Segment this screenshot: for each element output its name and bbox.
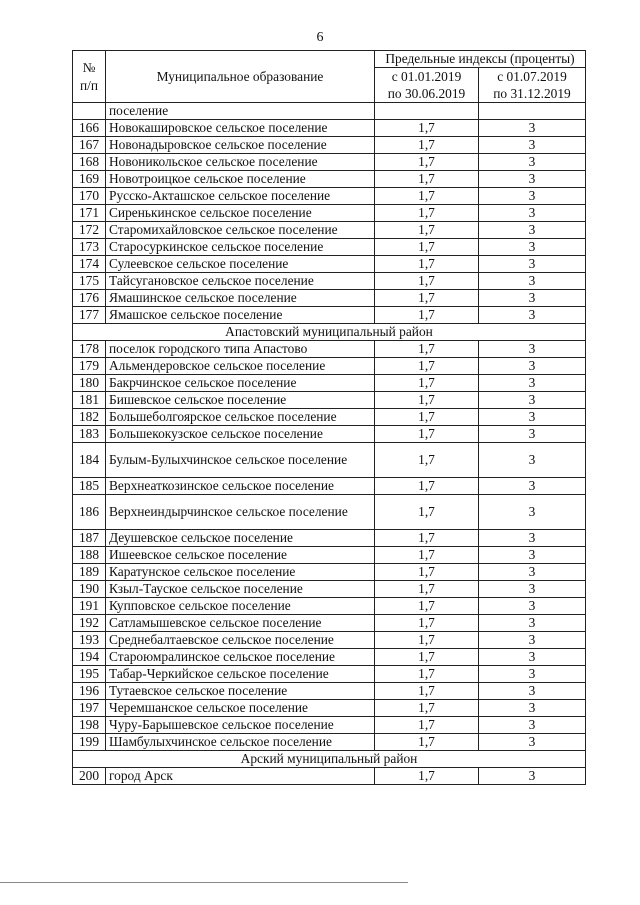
- header-num: № п/п: [73, 51, 106, 103]
- index-period-2: 3: [479, 256, 586, 273]
- row-number: 193: [73, 632, 106, 649]
- row-number: 173: [73, 239, 106, 256]
- table-row: [73, 615, 586, 632]
- index-period-2: 3: [479, 443, 586, 478]
- index-period-2: 3: [479, 564, 586, 581]
- index-period-1: 1,7: [375, 666, 479, 683]
- row-number: 181: [73, 392, 106, 409]
- index-period-2: 3: [479, 239, 586, 256]
- index-period-2: 3: [479, 547, 586, 564]
- district-row: [73, 751, 586, 768]
- index-period-2: 3: [479, 222, 586, 239]
- settlement-name: Бакрчинское сельское поселение: [106, 375, 375, 392]
- settlement-name: Кзыл-Тауское сельское поселение: [106, 581, 375, 598]
- settlement-name: Верхнеиндырчинское сельское поселение: [106, 495, 375, 530]
- table-row: [73, 256, 586, 273]
- settlement-name: Ишеевское сельское поселение: [106, 547, 375, 564]
- index-period-2: 3: [479, 137, 586, 154]
- header-indices: Предельные индексы (проценты): [375, 51, 586, 68]
- index-period-1: 1,7: [375, 615, 479, 632]
- index-period-2: [479, 103, 586, 120]
- settlement-name: Шамбулыхчинское сельское поселение: [106, 734, 375, 751]
- settlement-name: Чуру-Барышевское сельское поселение: [106, 717, 375, 734]
- row-number: 192: [73, 615, 106, 632]
- index-period-2: 3: [479, 341, 586, 358]
- index-period-2: 3: [479, 666, 586, 683]
- index-period-1: 1,7: [375, 530, 479, 547]
- row-number: 169: [73, 171, 106, 188]
- settlement-name: Деушевское сельское поселение: [106, 530, 375, 547]
- settlement-name: Большекокузское сельское поселение: [106, 426, 375, 443]
- index-period-1: 1,7: [375, 409, 479, 426]
- table-row: [73, 700, 586, 717]
- row-number: 177: [73, 307, 106, 324]
- row-number: [73, 103, 106, 120]
- index-period-2: 3: [479, 290, 586, 307]
- row-number: 183: [73, 426, 106, 443]
- row-number: 189: [73, 564, 106, 581]
- table-row: [73, 188, 586, 205]
- settlement-name: Булым-Булыхчинское сельское поселение: [106, 443, 375, 478]
- district-name: Апастовский муниципальный район: [73, 324, 586, 341]
- row-number: 170: [73, 188, 106, 205]
- settlement-name: Старомихайловское сельское поселение: [106, 222, 375, 239]
- index-period-1: 1,7: [375, 683, 479, 700]
- index-period-1: 1,7: [375, 273, 479, 290]
- index-period-1: [375, 103, 479, 120]
- index-period-1: 1,7: [375, 649, 479, 666]
- row-number: 176: [73, 290, 106, 307]
- settlement-name: Табар-Черкийское сельское поселение: [106, 666, 375, 683]
- header-name: Муниципальное образование: [106, 51, 375, 103]
- settlement-name: город Арск: [106, 768, 375, 785]
- index-period-1: 1,7: [375, 632, 479, 649]
- table-row: [73, 171, 586, 188]
- settlement-name: Сулеевское сельское поселение: [106, 256, 375, 273]
- index-period-1: 1,7: [375, 341, 479, 358]
- settlement-name: Старосуркинское сельское поселение: [106, 239, 375, 256]
- row-number: 174: [73, 256, 106, 273]
- row-number: 196: [73, 683, 106, 700]
- row-number: 194: [73, 649, 106, 666]
- district-name: Арский муниципальный район: [73, 751, 586, 768]
- table-row: [73, 717, 586, 734]
- index-period-1: 1,7: [375, 239, 479, 256]
- index-period-2: 3: [479, 581, 586, 598]
- row-number: 166: [73, 120, 106, 137]
- table-row: [73, 478, 586, 495]
- row-number: 186: [73, 495, 106, 530]
- table-row: [73, 239, 586, 256]
- index-period-2: 3: [479, 375, 586, 392]
- table-row: [73, 443, 586, 478]
- settlement-name: Альмендеровское сельское поселение: [106, 358, 375, 375]
- index-period-2: 3: [479, 768, 586, 785]
- table-row: [73, 392, 586, 409]
- index-period-1: 1,7: [375, 443, 479, 478]
- index-period-1: 1,7: [375, 375, 479, 392]
- settlement-name: Ямашское сельское поселение: [106, 307, 375, 324]
- table-row: [73, 547, 586, 564]
- index-period-2: 3: [479, 700, 586, 717]
- table-row: [73, 290, 586, 307]
- district-row: [73, 324, 586, 341]
- settlement-name: Черемшанское сельское поселение: [106, 700, 375, 717]
- index-period-2: 3: [479, 358, 586, 375]
- row-number: 171: [73, 205, 106, 222]
- index-period-1: 1,7: [375, 222, 479, 239]
- index-period-2: 3: [479, 154, 586, 171]
- settlement-name: Сатламышевское сельское поселение: [106, 615, 375, 632]
- row-number: 168: [73, 154, 106, 171]
- index-period-1: 1,7: [375, 700, 479, 717]
- index-period-1: 1,7: [375, 392, 479, 409]
- table-row: [73, 598, 586, 615]
- index-period-1: 1,7: [375, 171, 479, 188]
- index-period-2: 3: [479, 307, 586, 324]
- index-period-1: 1,7: [375, 547, 479, 564]
- table-row: [73, 358, 586, 375]
- settlement-name: Тайсугановское сельское поселение: [106, 273, 375, 290]
- row-number: 175: [73, 273, 106, 290]
- table-row: [73, 666, 586, 683]
- table-row: [73, 375, 586, 392]
- index-period-2: 3: [479, 426, 586, 443]
- row-number: 182: [73, 409, 106, 426]
- index-period-1: 1,7: [375, 581, 479, 598]
- table-body: [73, 103, 586, 785]
- settlement-name: Тутаевское сельское поселение: [106, 683, 375, 700]
- index-period-1: 1,7: [375, 717, 479, 734]
- settlement-name: Бишевское сельское поселение: [106, 392, 375, 409]
- table-row: [73, 683, 586, 700]
- index-period-2: 3: [479, 409, 586, 426]
- row-number: 191: [73, 598, 106, 615]
- row-number: 184: [73, 443, 106, 478]
- table-row: [73, 205, 586, 222]
- table-row: [73, 768, 586, 785]
- row-number: 188: [73, 547, 106, 564]
- settlement-name: Новокашировское сельское поселение: [106, 120, 375, 137]
- index-period-1: 1,7: [375, 256, 479, 273]
- row-number: 187: [73, 530, 106, 547]
- index-period-2: 3: [479, 598, 586, 615]
- table-row: [73, 734, 586, 751]
- table-row: [73, 530, 586, 547]
- bottom-divider: [0, 882, 408, 883]
- index-period-1: 1,7: [375, 154, 479, 171]
- table-row: [73, 495, 586, 530]
- index-period-2: 3: [479, 171, 586, 188]
- index-period-2: 3: [479, 273, 586, 290]
- index-period-1: 1,7: [375, 426, 479, 443]
- table-row: [73, 564, 586, 581]
- header-period-2: с 01.07.2019 по 31.12.2019: [479, 68, 586, 103]
- index-period-2: 3: [479, 683, 586, 700]
- row-number: 198: [73, 717, 106, 734]
- table-row: [73, 341, 586, 358]
- index-period-1: 1,7: [375, 768, 479, 785]
- index-period-2: 3: [479, 495, 586, 530]
- table-row: [73, 426, 586, 443]
- index-period-2: 3: [479, 649, 586, 666]
- index-period-1: 1,7: [375, 495, 479, 530]
- settlement-name: Большеболгоярское сельское поселение: [106, 409, 375, 426]
- index-period-2: 3: [479, 205, 586, 222]
- table-row: [73, 649, 586, 666]
- settlement-name: Русско-Акташское сельское поселение: [106, 188, 375, 205]
- table-row: [73, 307, 586, 324]
- index-period-1: 1,7: [375, 598, 479, 615]
- index-period-1: 1,7: [375, 188, 479, 205]
- row-number: 172: [73, 222, 106, 239]
- settlement-name: Каратунское сельское поселение: [106, 564, 375, 581]
- index-period-1: 1,7: [375, 564, 479, 581]
- table-row: [73, 409, 586, 426]
- index-period-1: 1,7: [375, 478, 479, 495]
- index-period-2: 3: [479, 632, 586, 649]
- row-number: 179: [73, 358, 106, 375]
- row-number: 199: [73, 734, 106, 751]
- index-period-2: 3: [479, 392, 586, 409]
- index-period-1: 1,7: [375, 137, 479, 154]
- indices-table: [72, 50, 586, 785]
- index-period-2: 3: [479, 717, 586, 734]
- header-period-1: с 01.01.2019 по 30.06.2019: [375, 68, 479, 103]
- settlement-name: Сиренькинское сельское поселение: [106, 205, 375, 222]
- index-period-1: 1,7: [375, 307, 479, 324]
- index-period-1: 1,7: [375, 120, 479, 137]
- settlement-name: поселение: [106, 103, 375, 120]
- settlement-name: Новотроицкое сельское поселение: [106, 171, 375, 188]
- table-row: [73, 137, 586, 154]
- continuation-row: [73, 103, 586, 120]
- table-row: [73, 581, 586, 598]
- index-period-2: 3: [479, 734, 586, 751]
- index-period-1: 1,7: [375, 205, 479, 222]
- index-period-2: 3: [479, 188, 586, 205]
- table-row: [73, 222, 586, 239]
- index-period-1: 1,7: [375, 734, 479, 751]
- row-number: 180: [73, 375, 106, 392]
- row-number: 185: [73, 478, 106, 495]
- table-row: [73, 273, 586, 290]
- index-period-2: 3: [479, 530, 586, 547]
- table-row: [73, 154, 586, 171]
- row-number: 200: [73, 768, 106, 785]
- row-number: 195: [73, 666, 106, 683]
- settlement-name: Новонадыровское сельское поселение: [106, 137, 375, 154]
- row-number: 167: [73, 137, 106, 154]
- index-period-1: 1,7: [375, 358, 479, 375]
- page-number: 6: [316, 30, 324, 45]
- index-period-2: 3: [479, 120, 586, 137]
- row-number: 197: [73, 700, 106, 717]
- settlement-name: Ямашинское сельское поселение: [106, 290, 375, 307]
- settlement-name: Купповское сельское поселение: [106, 598, 375, 615]
- row-number: 178: [73, 341, 106, 358]
- table-row: [73, 632, 586, 649]
- row-number: 190: [73, 581, 106, 598]
- settlement-name: Верхнеаткозинское сельское поселение: [106, 478, 375, 495]
- settlement-name: Среднебалтаевское сельское поселение: [106, 632, 375, 649]
- index-period-2: 3: [479, 478, 586, 495]
- settlement-name: поселок городского типа Апастово: [106, 341, 375, 358]
- settlement-name: Староюмралинское сельское поселение: [106, 649, 375, 666]
- index-period-1: 1,7: [375, 290, 479, 307]
- table-row: [73, 120, 586, 137]
- settlement-name: Новоникольское сельское поселение: [106, 154, 375, 171]
- index-period-2: 3: [479, 615, 586, 632]
